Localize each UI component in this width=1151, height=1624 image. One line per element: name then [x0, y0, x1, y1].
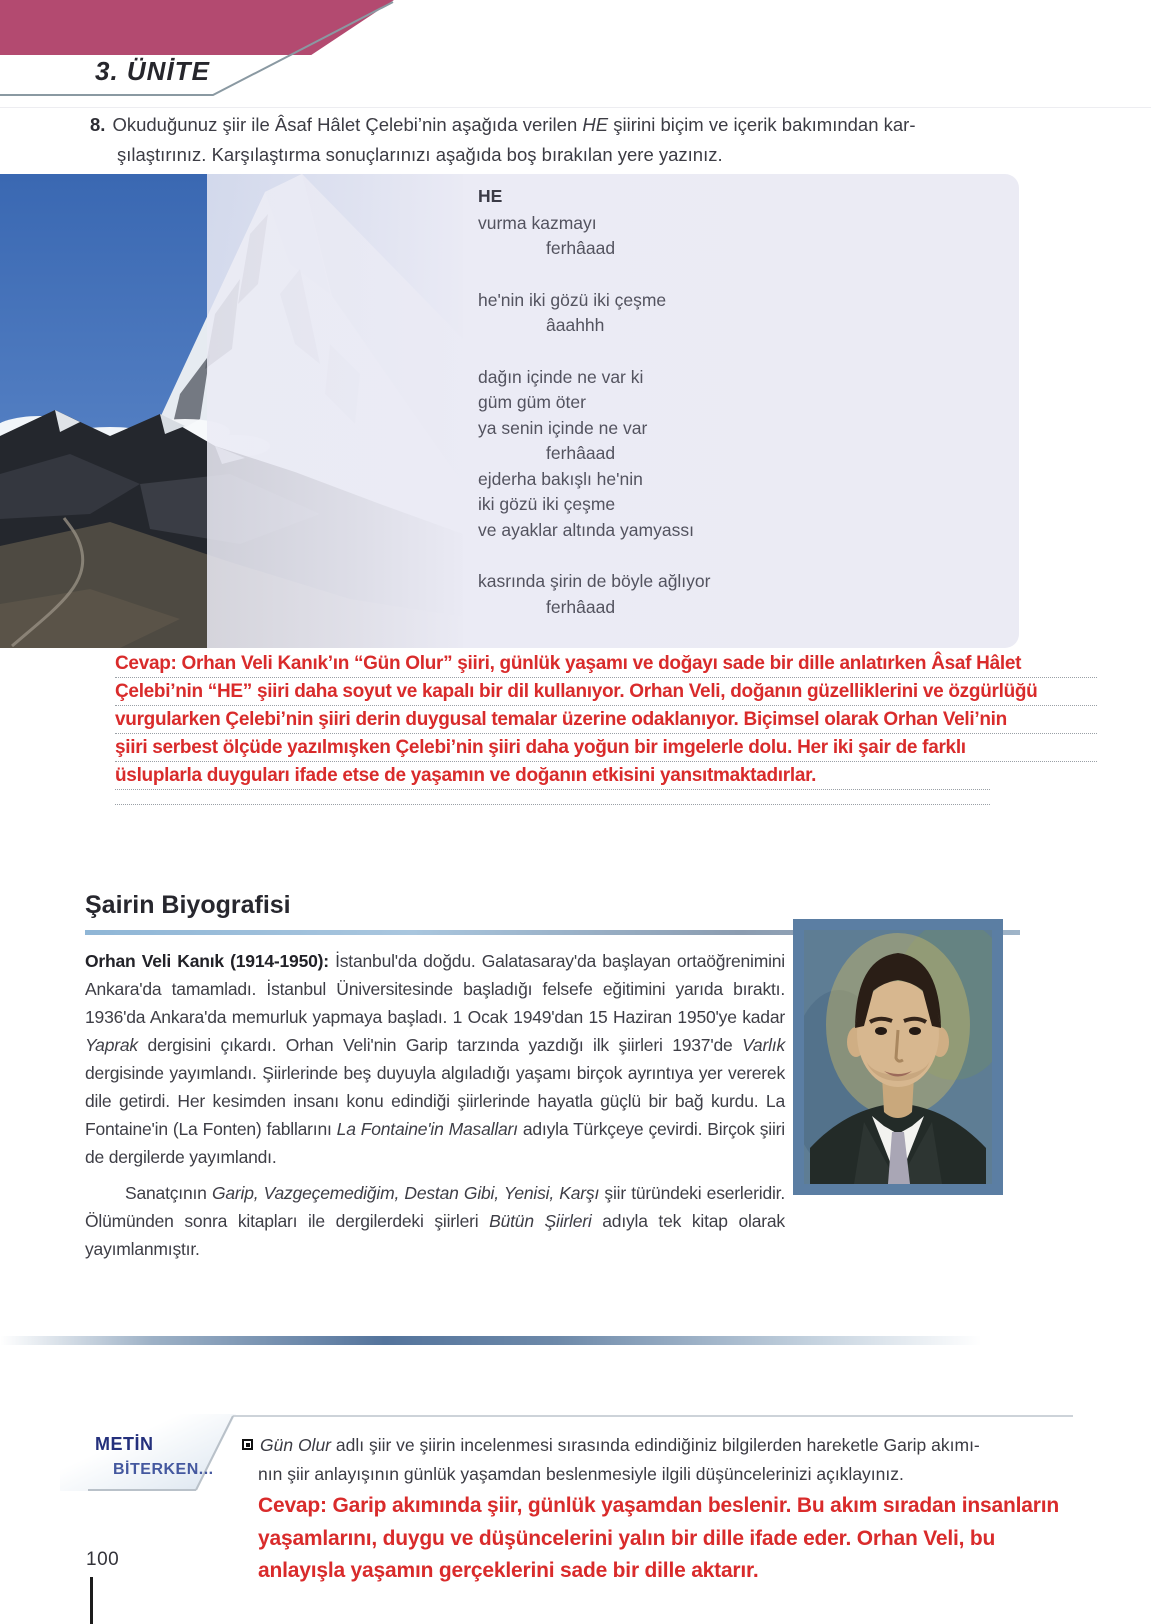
question-8-line2: şılaştırınız. Karşılaştırma sonuçlarınızı aşağıda boş bırakılan yere yazınız.: [117, 144, 723, 165]
poem-title: HE: [478, 186, 503, 206]
poem-stanza: vurma kazmayı ferhâaad: [478, 212, 616, 258]
square-bullet-icon: [242, 1439, 253, 1450]
final-question-line2: nın şiir anlayışının günlük yaşamdan beslenmesiyle ilgili düşüncelerinizi açıklayınız.: [258, 1464, 904, 1484]
answer-line: Çelebi’nin “HE” şiiri daha soyut ve kapalı bir dil kullanıyor. Orhan Veli, doğanın güzelliklerini ve özgürlüğü: [115, 679, 1097, 706]
section-divider-band: [0, 1336, 1012, 1345]
answer-2-handwriting: [258, 1490, 1059, 1588]
footer-rule: [90, 1577, 93, 1624]
page-number: 100: [86, 1549, 120, 1570]
unit-title: 3. ÜNİTE: [95, 56, 210, 86]
answer-line: anlayışla yaşamın gerçeklerini sade bir dille aktarır.: [258, 1559, 759, 1582]
question-number: 8.: [90, 114, 106, 135]
poem-stanza: kasrında şirin de böyle ağlıyor ferhâaad: [478, 571, 711, 617]
answer-line: vurgularken Çelebi’nin şiiri derin duygusal temalar üzerine odaklanıyor. Biçimsel olarak Orhan Veli’nin: [115, 707, 1097, 734]
poet-portrait-photo: [793, 919, 1003, 1195]
biography-text: [85, 947, 785, 1263]
answer-line: Cevap: Garip akımında şiir, günlük yaşamdan beslenir. Bu akım sıradan insanların: [258, 1494, 1059, 1517]
metin-label: METİN: [95, 1434, 154, 1454]
answer-line: Cevap: Orhan Veli Kanık’ın “Gün Olur” şiiri, günlük yaşamı ve doğayı sade bir dille anlatırken Âsaf Hâlet: [115, 651, 1097, 678]
header-divider: [0, 107, 1151, 108]
question-8-line1: 8. Okuduğunuz şiir ile Âsaf Hâlet Çelebi’nin aşağıda verilen HE şiirini biçim ve içerik bakımından kar-: [90, 114, 916, 135]
poem-text: [478, 184, 710, 646]
biterken-label: BİTERKEN...: [113, 1461, 214, 1478]
answer-line: üsluplarla duyguları ifade etse de yaşamın ve doğanın etkisini yansıtmaktadırlar.: [115, 763, 990, 790]
poem-stanza: he'nin iki gözü iki çeşme âaahhh: [478, 289, 667, 335]
answer-1-handwriting: [115, 651, 1097, 806]
answer-blank-line: [115, 791, 990, 805]
poem-stanza: dağın içinde ne var ki güm güm öter ya senin içinde ne var ferhâaad ejderha bakışlı he'nin iki gözü iki çeşme ve ayaklar altında yamyassı: [478, 366, 694, 540]
final-question: [242, 1431, 980, 1489]
unit-tab-outline: [0, 0, 420, 100]
poem-panel: [0, 174, 1019, 648]
final-question-line1: Gün Olur adlı şiir ve şiirin incelenmesi sırasında edindiğiniz bilgilerden hareketle Garip akımı-: [242, 1431, 980, 1460]
biography-paragraph-2: Sanatçının Garip, Vazgeçemediğim, Destan Gibi, Yenisi, Karşı şiir türündeki eserleridir. Ölümünden sonra kitapları ile dergilerdeki şiirleri Bütün Şiirleri adıyla tek kitap olarak yayımlanmıştır.: [85, 1183, 785, 1259]
answer-line: yaşamlarını, duygu ve düşüncelerini yalın bir dille ifade eder. Orhan Veli, bu: [258, 1526, 996, 1550]
poet-portrait-illustration: [804, 930, 992, 1184]
question-8: [90, 110, 1110, 170]
biography-paragraph-1: Orhan Veli Kanık (1914-1950): İstanbul'da doğdu. Galatasaray'da başlayan ortaöğrenimini Ankara'da tamamladı. İstanbul Üniversitesinde başladığı felsefe eğitimini yarıda bıraktı. 1936'da Ankara'da memurluk yapmaya başladı. 1 Ocak 1949'dan 15 Haziran 1950'ye kadar Yaprak dergisini çıkardı. Orhan Veli'nin Garip tarzında yazdığı ilk şiirleri 1937'de Varlık dergisinde yayımlandı. Şiirlerinde beş duyuyla algıladığı yaşamı birçok ayrıntıya yer vererek dile getirdi. Her kesimden insanı konu edindiği şiirlerinde hayatla güçlü bir bağ kurdu. La Fontaine'in (La Fonten) fabllarını La Fontaine'in Masalları adıyla Türkçeye çevirdi. Birçok şiiri de dergilerde yayımlandı.: [85, 951, 785, 1167]
answer-line: şiiri serbest ölçüde yazılmışken Çelebi’nin şiiri daha yoğun bir imgelerle dolu. Her iki şair de farklı: [115, 735, 1097, 762]
biography-heading: Şairin Biyografisi: [85, 891, 291, 919]
